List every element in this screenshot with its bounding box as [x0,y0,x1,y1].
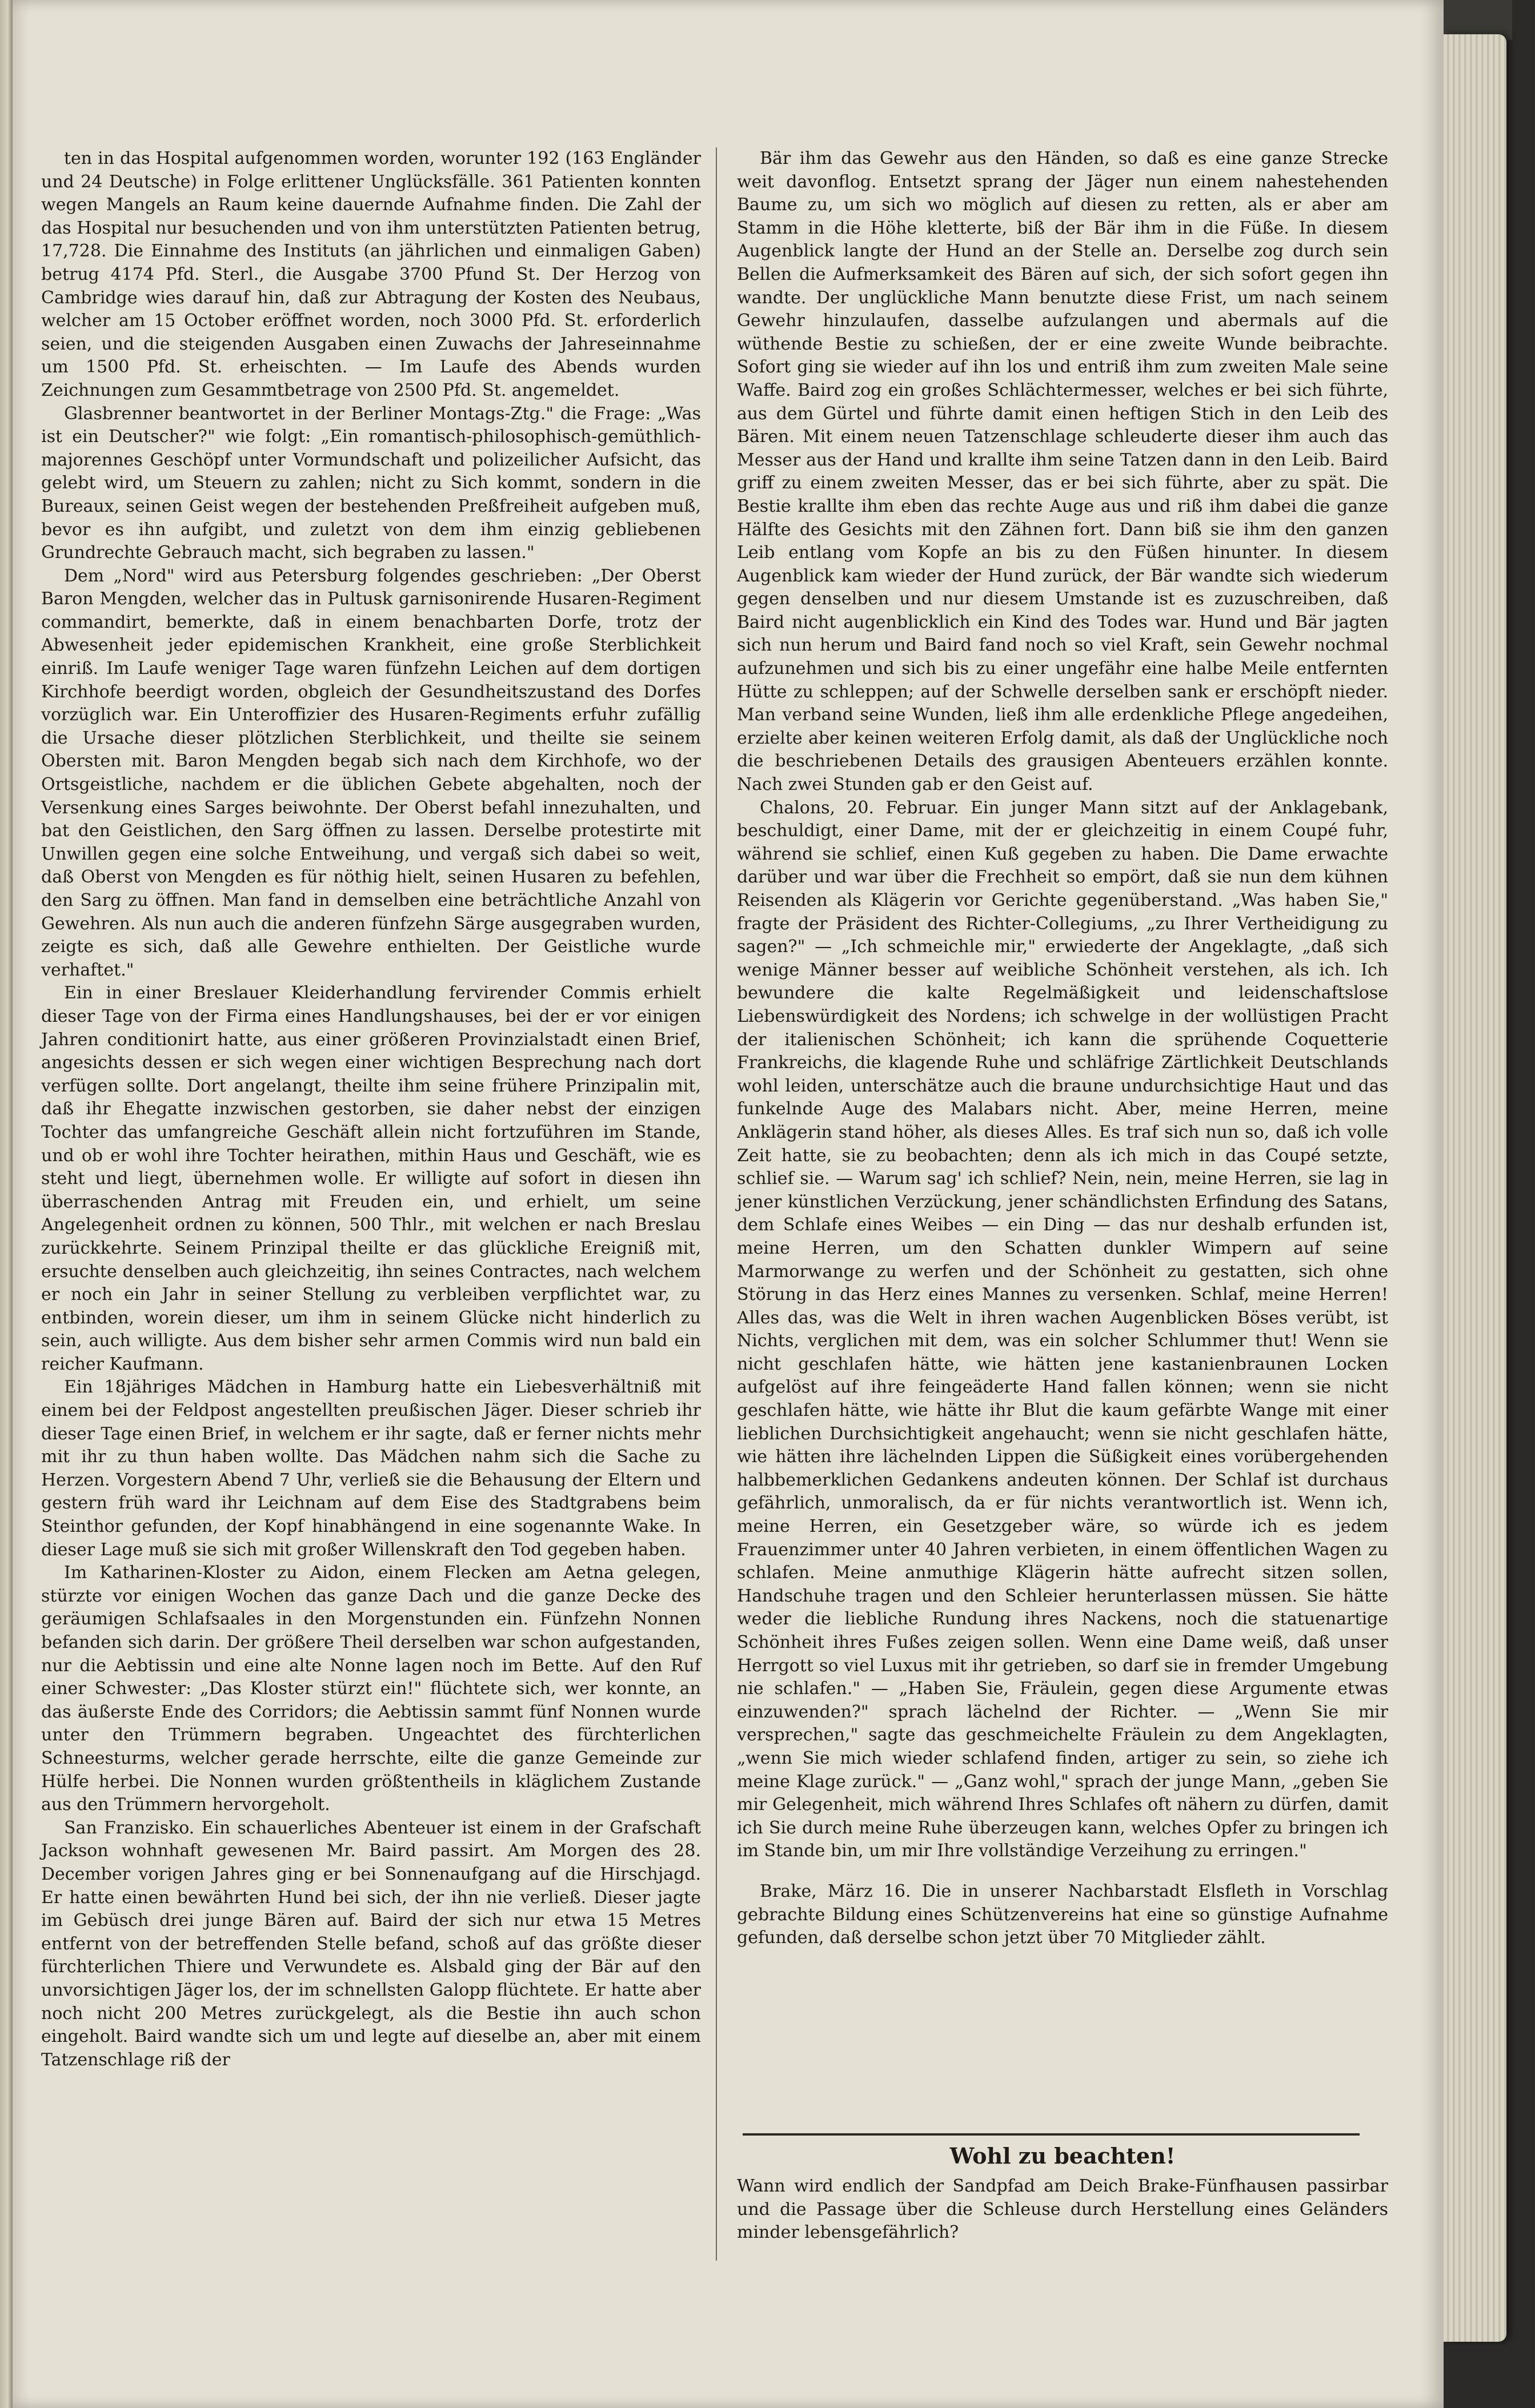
notice-body [737,2175,1388,2245]
article-bear-continued: Bär ihm das Gewehr aus den Händen, so daß es eine ganze Strecke weit davonflog. Entsetzt sprang der Jäger nun einem nahestehenden Baume zu, um sich wo möglich auf diesen zu retten, als er aber am Stamm in die Höhe kletterte, biß der Bär ihm in die Füße. In diesem Augenblick langte der Hund an der Stelle an. Derselbe zog durch sein Bellen die Aufmerksamkeit des Bären auf sich, der sich sofort gegen ihn wandte. Der unglückliche Mann benutzte diese Frist, um nach seinem Gewehr hinzulaufen, dasselbe aufzulangen und abermals auf die wüthende Bestie zu schießen, der er eine zweite Wunde beibrachte. Sofort ging sie wieder auf ihn los und entriß ihm zum zweiten Male seine Waffe. Baird zog ein großes Schlächtermesser, welches er bei sich führte, aus dem Gürtel und führte damit einen heftigen Stich in den Leib des Bären. Mit einem neuen Tatzenschlage schleuderte dieser ihm auch das Messer aus der Hand und krallte ihm seine Tatzen dann in den Leib. Baird griff zu einem zweiten Messer, das er bei sich führte, aber zu spät. Die Bestie krallte ihm eben das rechte Auge aus und riß ihm dabei die ganze Hälfte des Gesichts mit den Zähnen fort. Dann biß sie ihm den ganzen Leib entlang vom Kopfe an bis zu den Füßen hinunter. In diesem Augenblick kam wieder der Hund zurück, der Bär wandte sich wiederum gegen denselben und nur diesem Umstande ist es zuzuschreiben, daß Baird nicht augenblicklich ein Kind des Todes war. Hund und Bär jagten sich nun herum und Baird fand noch so viel Kraft, sein Gewehr nochmal aufzunehmen und sich bis zu einer ungefähr eine halbe Meile entfernten Hütte zu schleppen; auf der Schwelle derselben sank er erschöpft nieder. Man verband seine Wunden, ließ ihm alle erdenkliche Pflege angedeihen, erzielte aber keinen weiteren Erfolg damit, als daß der Unglückliche noch die beschriebenen Details des grausigen Abenteuers erzählen konnte. Nach zwei Stunden gab er den Geist auf. [737,149,1388,795]
section-divider [743,2133,1360,2136]
article-petersburg: Dem „Nord" wird aus Petersburg folgendes geschrieben: „Der Oberst Baron Mengden, welcher das in Pultusk garnisonirende Husaren-Regiment commandirt, bemerkte, daß in einem benachbarten Dorfe, trotz der Abwesenheit jeder epidemischen Krankheit, eine große Sterblichkeit einriß. Im Laufe weniger Tage waren fünfzehn Leichen auf dem dortigen Kirchhofe beerdigt worden, obgleich der Gesundheitszustand des Dorfes vorzüglich war. Ein Unteroffizier des Husaren-Regiments erfuhr zufällig die Ursache dieser plötzlichen Sterblichkeit, und theilte sie seinem Obersten mit. Baron Mengden begab sich nach dem Kirchhofe, wo der Ortsgeistliche, nachdem er die üblichen Gebete abgehalten, noch der Versenkung eines Sarges beiwohnte. Der Oberst befahl innezuhalten, und bat den Geistlichen, den Sarg öffnen zu lassen. Derselbe protestirte mit Unwillen gegen eine solche Entweihung, und vergaß sich dabei so weit, daß Oberst von Mengden es für nöthig hielt, seinen Husaren zu befehlen, den Sarg zu öffnen. Man fand in demselben eine beträchtliche Anzahl von Gewehren. Als nun auch die anderen fünfzehn Särge ausgegraben wurden, zeigte es sich, daß alle Gewehre enthielten. Der Geistliche wurde verhaftet." [41,565,701,980]
notice-text: Wann wird endlich der Sandpfad am Deich Brake-Fünfhausen passirbar und die Passage über die Schleuse durch Herstellung eines Geländers minder lebensgefährlich? [737,2176,1388,2243]
article-breslau-commis: Ein in einer Breslauer Kleiderhandlung fervirender Commis erhielt dieser Tage von der Firma eines Handlungshauses, bei der er vor einigen Jahren conditionirt hatte, aus einer größeren Provinzialstadt einen Brief, angesichts dessen er sich wegen einer wichtigen Besprechung nach dort verfügen sollte. Dort angelangt, theilte ihm seine frühere Prinzipalin mit, daß ihr Ehegatte inzwischen gestorben, sie daher nebst der einzigen Tochter das umfangreiche Geschäft allein nicht fortzuführen im Stande, und ob er wohl ihre Tochter heirathen, mithin Haus und Geschäft, wie es steht und liegt, übernehmen wolle. Er willigte auf sofort in diesen ihn überraschenden Antrag mit Freuden ein, und erhielt, um seine Angelegenheit ordnen zu können, 500 Thlr., mit welchen er nach Breslau zurückkehrte. Seinem Prinzipal theilte er das glückliche Ereigniß mit, ersuchte denselben auch gleichzeitig, ihn seines Contractes, nach welchem er noch ein Jahr in seiner Stellung zu verbleiben verpflichtet war, zu entbinden, worein dieser, um ihm in seinem Glücke nicht hinderlich zu sein, auch willigte. Aus dem bisher sehr armen Commis wird nun bald ein reicher Kaufmann. [41,983,701,1374]
article-aidon-convent: Im Katharinen-Kloster zu Aidon, einem Flecken am Aetna gelegen, stürzte vor einigen Wochen das ganze Dach und die ganze Decke des geräumigen Schlafsaales in den Morgenstunden ein. Fünfzehn Nonnen befanden sich darin. Der größere Theil derselben war schon aufgestanden, nur die Aebtissin und eine alte Nonne lagen noch im Bette. Auf den Ruf einer Schwester: „Das Kloster stürzt ein!" flüchtete sich, wer konnte, an das äußerste Ende des Corridors; die Aebtissin sammt fünf Nonnen wurde unter den Trümmern begraben. Ungeachtet des fürchterlichen Schneesturms, welcher gerade herrschte, eilte die ganze Gemeinde zur Hülfe herbei. Die Nonnen wurden größtentheils in kläglichem Zustande aus den Trümmern hervorgeholt. [41,1563,701,1815]
adjacent-page-edge [0,0,13,2408]
page-stack-edge [1444,34,1506,2342]
left-column [41,147,701,2226]
column-divider [716,147,717,2261]
article-chalons: Chalons, 20. Februar. Ein junger Mann sitzt auf der Anklagebank, beschuldigt, einer Dame, mit der er gleichzeitig in einem Coupé fuhr, während sie schlief, einen Kuß gegeben zu haben. Die Dame erwachte darüber und war über die Frechheit so empört, daß sie nun dem kühnen Reisenden als Klägerin vor Gerichte gegenüberstand. „Was haben Sie," fragte der Präsident des Richter-Collegiums, „zu Ihrer Vertheidigung zu sagen?" — „Ich schmeichle mir," erwiederte der Angeklagte, „daß sich wenige Männer besser auf weibliche Schönheit verstehen, als ich. Ich bewundere die kalte Regelmäßigkeit und leidenschaftslose Liebenswürdigkeit des Nordens; ich schwelge in der wollüstigen Pracht der italienischen Schönheit; ich kann die sprühende Coquetterie Frankreichs, die klagende Ruhe und schläfrige Zärtlichkeit Deutschlands wohl leiden, unterschätze auch die braune undurchsichtige Haut und das funkelnde Auge des Malabars nicht. Aber, meine Herren, meine Anklägerin stand höher, als dieses Alles. Es traf sich nun so, daß ich volle Zeit hatte, sie zu beobachten; denn als ich mich in das Coupé setzte, schlief sie. — Warum sag' ich schlief? Nein, nein, meine Herren, sie lag in jener künstlichen Verzückung, jener schändlichsten Erfindung des Satans, dem Schlafe eines Weibes — ein Ding — das nur deshalb erfunden ist, meine Herren, um den Schatten dunkler Wimpern auf seine Marmorwange zu werfen und der Schönheit zu gestatten, sich ohne Störung in das Herz eines Mannes zu versenken. Schlaf, meine Herren! Alles das, was die Welt in ihren wachen Augenblicken Böses verübt, ist Nichts, verglichen mit dem, was ein solcher Schlummer thut! Wenn sie nicht geschlafen hätte, wie hätten jene kastanienbraunen Locken aufgelöst auf ihre feingeäderte Hand fallen können; wenn sie nicht geschlafen hätte, wie hätte ihr Blut die kaum gefärbte Wange mit einer lieblichen Durchsichtigkeit angehaucht; wenn sie nicht geschlafen hätte, wie hätten ihre lächelnden Lippen die Süßigkeit eines vorübergehenden halbbemerklichen Gedankens andeuten können. Der Schlaf ist durchaus gefährlich, unmoralisch, da er für nichts verantwortlich ist. Wenn ich, meine Herren, ein Gesetzgeber wäre, so würde ich es jedem Frauenzimmer unter 40 Jahren verbieten, in einem öffentlichen Wagen zu schlafen. Meine anmuthige Klägerin hätte aufrecht sitzen sollen, Handschuhe tragen und den Schleier herunterlassen müssen. Sie hätte weder die liebliche Rundung ihres Nackens, noch die statuenartige Schönheit ihres Fußes zeigen sollen. Wenn eine Dame weiß, daß unser Herrgott so viel Luxus mit ihr getrieben, so darf sie in fremder Umgebung nie schlafen." — „Haben Sie, Fräulein, gegen diese Argumente etwas einzuwenden?" sprach lächelnd der Richter. — „Wenn Sie mir versprechen," sagte das geschmeichelte Fräulein zu dem Angeklagten, „wenn Sie mich wieder schlafend finden, artiger zu sein, so ziehe ich meine Klage zurück." — „Ganz wohl," sprach der junge Mann, „geben Sie mir Gelegenheit, mich während Ihres Schlafes oft nähern zu dürfen, damit ich Sie durch meine Ruhe überzeugen kann, welches Opfer zu bringen ich im Stande bin, um mir Ihre vollständige Verzeihung zu erringen." [737,797,1388,1861]
article-glasbrenner: Glasbrenner beantwortet in der Berliner Montags-Ztg." die Frage: „Was ist ein Deutscher?" wie folgt: „Ein romantisch-philosophisch-gemüthlich-majorennes Geschöpf unter Vormundschaft und polizeilicher Aufsicht, das gelebt wird, um Steuern zu zahlen; nicht zu Sich kommt, sondern in die Bureaux, seinen Geist wegen der bestehenden Preßfreiheit aufgeben muß, bevor es ihn aufgibt, und zuletzt von dem ihm einzig gebliebenen Grundrechte Gebrauch macht, sich begraben zu lassen." [41,403,701,563]
article-hamburg-girl: Ein 18jähriges Mädchen in Hamburg hatte ein Liebesverhältniß mit einem bei der Feldpost angestellten preußischen Jäger. Dieser schrieb ihr dieser Tage einen Brief, in welchem er ihr sagte, daß er ferner nichts mehr mit ihr zu thun haben wollte. Das Mädchen nahm sich die Sache zu Herzen. Vorgestern Abend 7 Uhr, verließ sie die Behausung der Eltern und gestern früh ward ihr Leichnam auf dem Eise des Stadtgrabens beim Steinthor gefunden, der Kopf hinabhängend in eine sogenannte Wake. In dieser Lage muß sie sich mit großer Willenskraft den Tod gegeben haben. [41,1377,701,1560]
article-san-francisco: San Franzisko. Ein schauerliches Abenteuer ist einem in der Grafschaft Jackson wohnhaft gewesenen Mr. Baird passirt. Am Morgen des 28. December vorigen Jahres ging er bei Sonnenaufgang auf die Hirschjagd. Er hatte einen bewährten Hund bei sich, der ihn nie verließ. Dieser jagte im Gebüsch drei junge Bären auf. Baird der sich nur etwa 15 Metres entfernt von der betreffenden Stelle befand, schoß auf das größte dieser fürchterlichen Thiere und Verwundete es. Alsbald ging der Bär auf den unvorsichtigen Jäger los, der im schnellsten Galopp flüchtete. Er hatte aber noch nicht 200 Metres zurückgelegt, als die Bestie ihn auch schon eingeholt. Baird wandte sich um und legte auf dieselbe an, aber mit einem Tatzenschlage riß der [41,1817,701,2070]
article-hospital-continued: ten in das Hospital aufgenommen worden, worunter 192 (163 Engländer und 24 Deutsche) in Folge erlittener Unglücksfälle. 361 Patienten konnten wegen Mangels an Raum keine dauernde Aufnahme finden. Die Zahl der das Hospital nur besuchenden und von ihm unterstützten Patienten betrug, 17,728. Die Einnahme des Instituts (an jährlichen und einmaligen Gaben) betrug 4174 Pfd. Sterl., die Ausgabe 3700 Pfund St. Der Herzog von Cambridge wies darauf hin, daß zur Abtragung der Kosten des Neubaus, welcher am 15 October eröffnet worden, noch 3000 Pfd. St. erforderlich seien, und die steigenden Ausgaben einen Zuwachs der Jahreseinnahme um 1500 Pfd. St. erheischten. — Im Laufe des Abends wurden Zeichnungen zum Gesammtbetrage von 2500 Pfd. St. angemeldet. [41,149,701,400]
notice-title: Wohl zu beachten! [949,2143,1176,2169]
article-brake: Brake, März 16. Die in unserer Nachbarstadt Elsfleth in Vorschlag gebrachte Bildung eines Schützenvereins hat eine so günstige Aufnahme gefunden, daß derselbe schon jetzt über 70 Mitglieder zählt. [737,1881,1388,1948]
right-column [737,147,1388,2261]
